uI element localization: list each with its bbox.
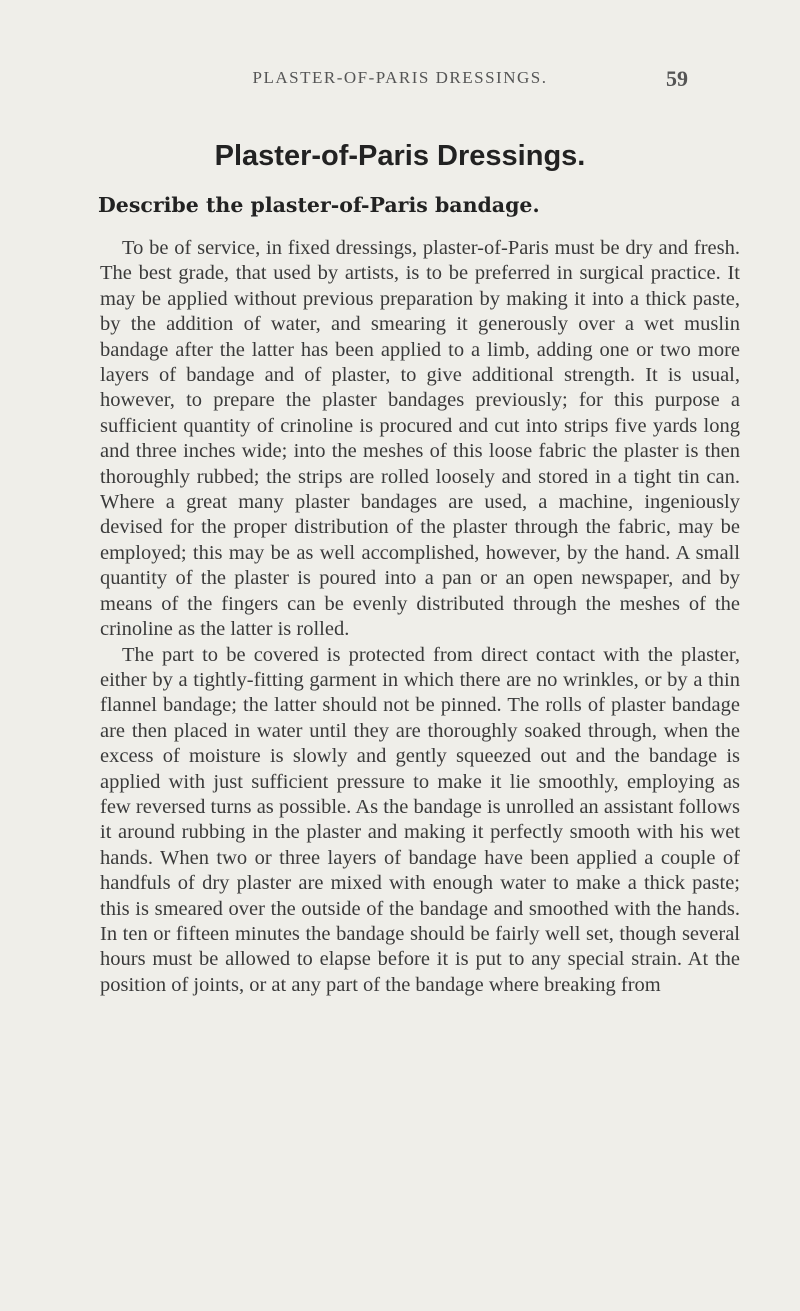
page-number: 59 — [666, 66, 688, 91]
paragraph: The part to be covered is protected from direct contact with the plaster, either by a tightly-fitting garment in which there are no wrinkles, or by a thin flannel bandage; the latter should not be pinned. The rolls of plaster bandage are then placed in water until they are thoroughly soaked through, when the excess of moisture is slowly and gently squeezed out and the bandage is applied with just sufficient pressure to make it lie smoothly, employing as few reversed turns as possible. As the bandage is unrolled an assistant follows it around rubbing in the plaster and making it perfectly smooth with his wet hands. When two or three layers of bandage have been applied a couple of handfuls of dry plaster are mixed with enough water to make a thick paste; this is smeared over the outside of the bandage and smoothed with the hands. In ten or fifteen minutes the bandage should be fairly well set, though several hours must be allowed to elapse before it is put to any special strain. At the position of joints, or at any part of the bandage where breaking from — [100, 643, 740, 996]
running-head — [0, 66, 800, 96]
running-title: PLASTER-OF-PARIS DRESSINGS. — [252, 68, 548, 87]
body-text — [100, 236, 740, 998]
chapter-title: Plaster-of-Paris Dressings. — [214, 140, 586, 172]
paragraph: To be of service, in fixed dressings, plaster-of-Paris must be dry and fresh. The best grade, that used by artists, is to be preferred in surgical practice. It may be applied without previous preparation by making it into a thick paste, by the addition of water, and smearing it generously over a wet muslin bandage after the latter has been applied to a limb, adding one or two more layers of bandage and of plaster, to give additional strength. It is usual, however, to prepare the plaster bandages previously; for this purpose a sufficient quantity of crinoline is procured and cut into strips five yards long and three inches wide; into the meshes of this loose fabric the plaster is then thoroughly rubbed; the strips are rolled loosely and stored in a tight tin can. Where a great many plaster bandages are used, a machine, ingeniously devised for the proper distribution of the plaster through the fabric, may be employed; this may be as well accomplished, however, by the hand. A small quantity of the plaster is poured into a pan or an open newspaper, and by means of the fingers can be evenly distributed through the meshes of the crinoline as the latter is rolled. — [100, 237, 740, 641]
question-heading: Describe the plaster-of-Paris bandage. — [98, 193, 540, 217]
